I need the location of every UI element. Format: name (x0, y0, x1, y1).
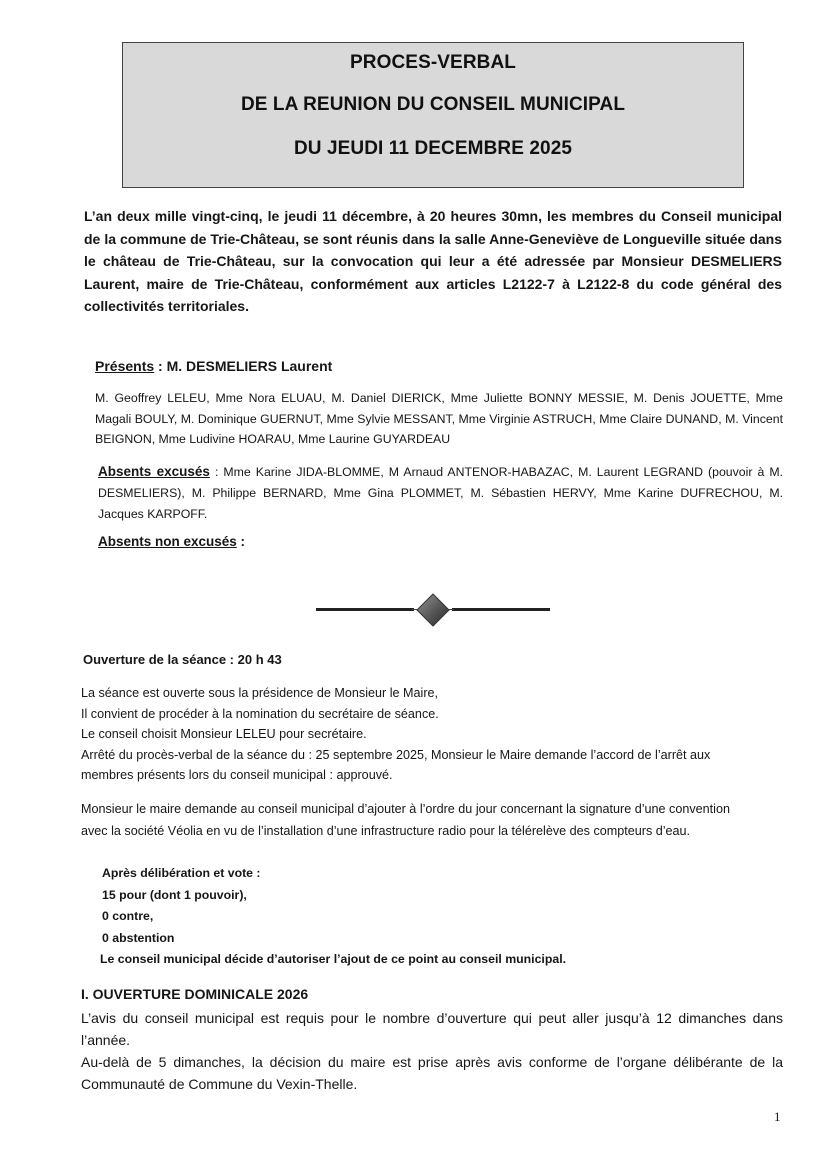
presents-chair: M. DESMELIERS Laurent (166, 358, 333, 374)
vote-contre: 0 contre, (102, 909, 154, 923)
ouverture-line: Il convient de procéder à la nomination du secrétaire de séance. (81, 706, 439, 721)
vote-heading: Après délibération et vote : (102, 866, 261, 880)
absents-non-excuses-separator: : (236, 534, 246, 549)
vote-result-block (100, 863, 740, 971)
vote-abstention: 0 abstention (102, 930, 175, 945)
members-present-list: M. Geoffrey LELEU, Mme Nora ELUAU, M. Daniel DIERICK, Mme Juliette BONNY MESSIE, M. Denis JOUETTE, Mme Magali BOULY, M. Dominique GUERNUT, Mme Sylvie MESSANT, Mme Virginie ASTRUCH, Mme Claire DUNAND, M. Vincent BEIGNON, Mme Ludivine HOARAU, Mme Laurine GUYARDEAU (95, 391, 783, 446)
title-line-3: DU JEUDI 11 DECEMBRE 2025 (293, 138, 573, 159)
presents-heading (95, 358, 332, 374)
ouverture-line: Le conseil choisit Monsieur LELEU pour secrétaire. (81, 727, 367, 742)
section-1-paragraph: L’avis du conseil municipal est requis pour le nombre d’ouverture qui peut aller jusqu’à 12 dimanches dans l’année. (81, 1010, 783, 1048)
ouverture-heading: Ouverture de la séance : 20 h 43 (83, 652, 282, 667)
absents-excuses-list: : Mme Karine JIDA-BLOMME, M Arnaud ANTENOR-HABAZAC, M. Laurent LEGRAND (pouvoir à M. DESMELIERS), M. Philippe BERNARD, Mme Gina PLOMMET, M. Sébastien HERVY, Mme Karine DUFRECHOU, M. Jacques KARPOFF. (98, 465, 783, 521)
vote-pour: 15 pour (dont 1 pouvoir), (102, 887, 247, 902)
vote-decision: Le conseil municipal décide d’autoriser l’ajout de ce point au conseil municipal. (100, 952, 567, 966)
section-1-text (81, 1007, 783, 1095)
agenda-request-paragraph: Monsieur le maire demande au conseil municipal d’ajouter à l’ordre du jour concernant la signature d’une convention avec la société Véolia en vu de l’installation d’une infrastructure radio pour la télérelève des compteurs d’eau. (81, 802, 730, 838)
section-1-paragraph: Au-delà de 5 dimanches, la décision du maire est prise après avis conforme de l’organe délibérante de la Communauté de Commune du Vexin-Thelle. (81, 1054, 783, 1092)
title-line-2: DE LA REUNION DU CONSEIL MUNICIPAL (240, 94, 626, 115)
absents-non-excuses-label: Absents non excusés (98, 534, 237, 549)
section-1-title: I. OUVERTURE DOMINICALE 2026 (81, 986, 309, 1002)
presents-label: Présents (95, 358, 155, 374)
document-title-box (122, 42, 744, 188)
absents-excuses-label: Absents excusés (98, 464, 210, 479)
ouverture-line: La séance est ouverte sous la présidence de Monsieur le Maire, (81, 686, 439, 700)
absents-excuses-block (98, 461, 783, 525)
title-line-1: PROCES-VERBAL (350, 52, 516, 73)
presents-separator: : (154, 358, 167, 374)
absents-non-excuses (98, 534, 245, 549)
ouverture-lines (81, 683, 745, 786)
divider-ornament (316, 592, 550, 628)
ouverture-line: Arrêté du procès-verbal de la séance du : 25 septembre 2025, Monsieur le Maire demande l’accord de l’arrêt aux membres présents lors du conseil municipal : approuvé. (81, 747, 711, 783)
intro-paragraph: L’an deux mille vingt-cinq, le jeudi 11 décembre, à 20 heures 30mn, les membres du Conseil municipal de la commune de Trie-Château, se sont réunis dans la salle Anne-Geneviève de Longueville située dans le château de Trie-Château, sur la convocation qui leur a été adressée par Monsieur DESMELIERS Laurent, maire de Trie-Château, conformément aux articles L2122-7 à L2122-8 du code général des collectivités territoriales. (84, 208, 782, 314)
page-number: 1 (774, 1109, 781, 1124)
